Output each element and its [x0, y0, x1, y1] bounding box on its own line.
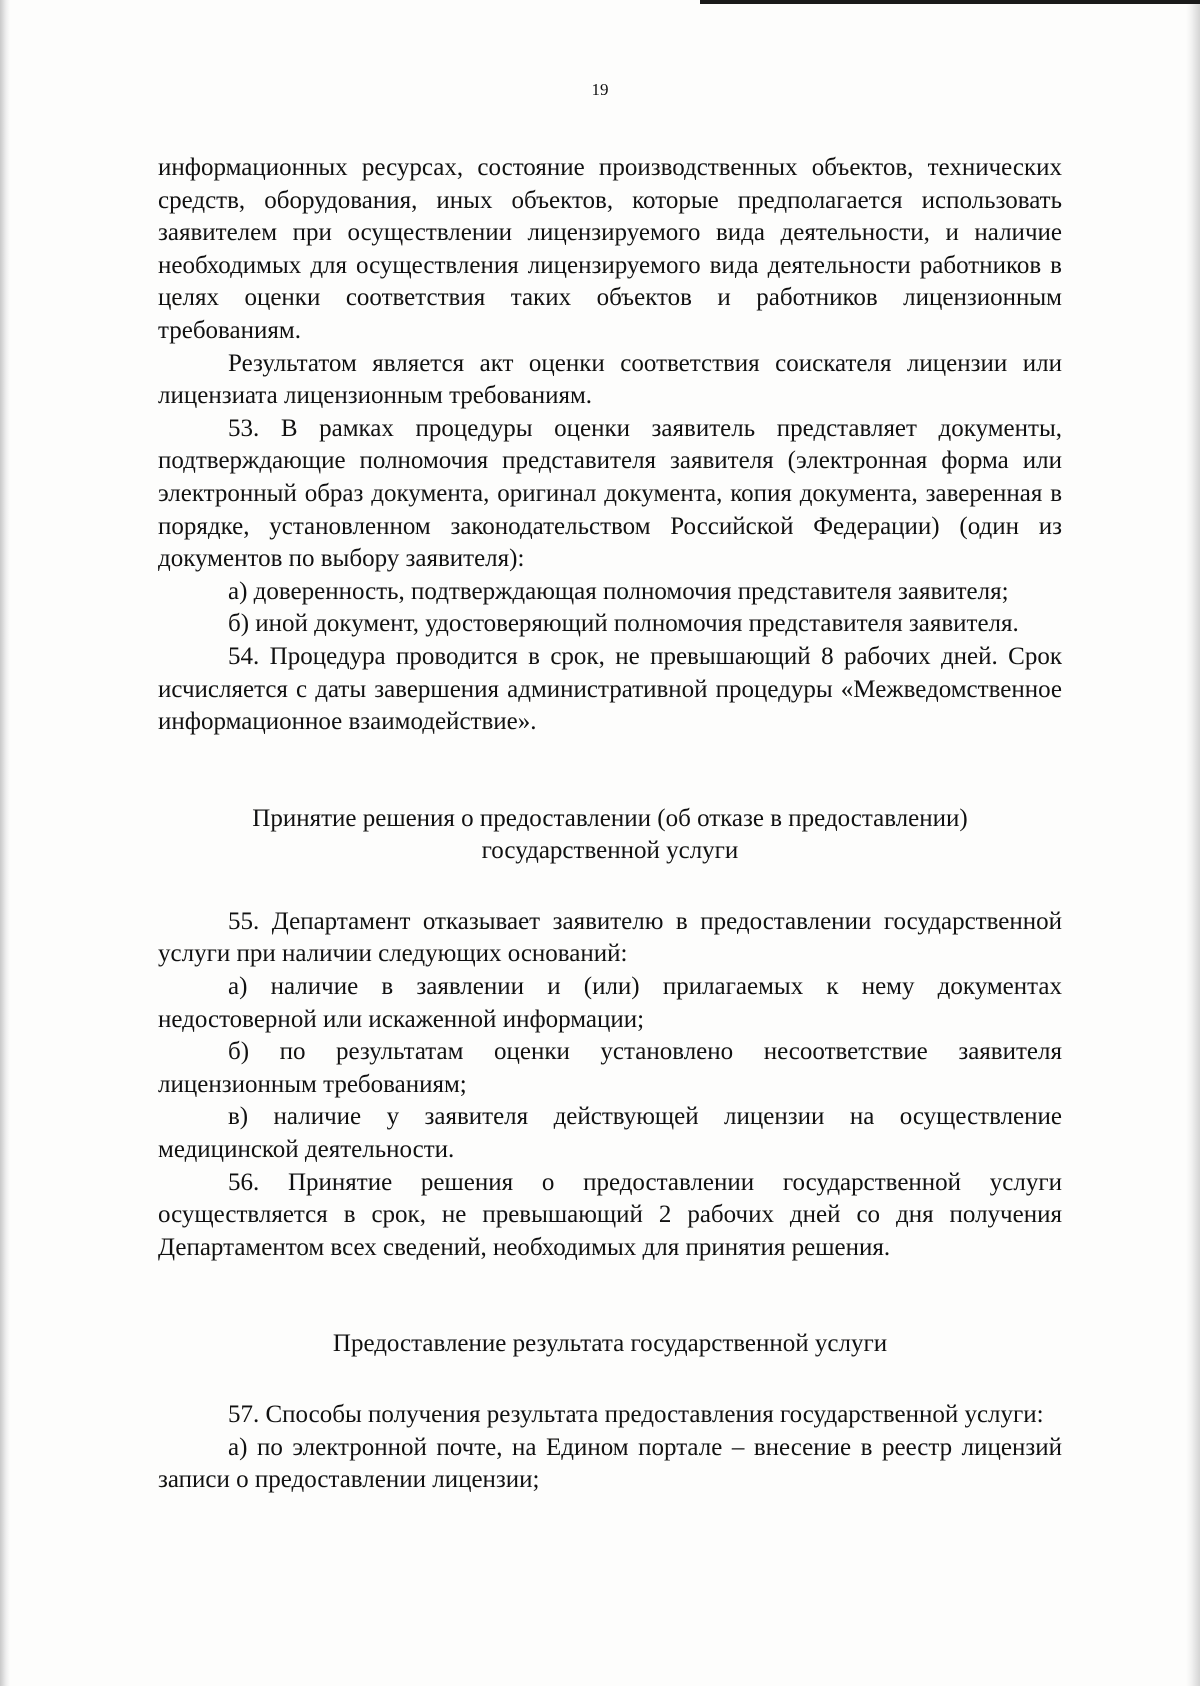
page-number: 19 — [591, 80, 609, 99]
paragraph-53: 53. В рамках процедуры оценки заявитель представляет документы, подтверждающие полномочия представителя заявителя (электронная форма или электронный образ документа, оригинал документа, копия документа, заверенная в порядке, установленном законодательством Российской Федерации) (один из документов по выбору заявителя): — [158, 414, 1062, 573]
scan-edge-left — [0, 0, 10, 1686]
paragraph-57: 57. Способы получения результата предоставления государственной услуги: — [228, 1401, 1044, 1428]
paragraph-56: 56. Принятие решения о предоставлении государственной услуги осуществляется в срок, не превышающий 2 рабочих дней со дня получения Департаментом всех сведений, необходимых для принятия решения. — [158, 1168, 1062, 1261]
paragraph-55-a: а) наличие в заявлении и (или) прилагаемых к нему документах недостоверной или искаженной информации; — [158, 973, 1062, 1033]
paragraph-57-a: а) по электронной почте, на Едином портале – внесение в реестр лицензий записи о предоставлении лицензии; — [158, 1433, 1062, 1494]
spacer — [158, 1361, 1062, 1399]
paragraph-continuation: информационных ресурсах, состояние производственных объектов, технических средств, оборудования, иных объектов, которые предполагается использовать заявителем при осуществлении лицензируемого вида деятельности, и наличие необходимых для осуществления лицензируемого вида деятельности работников в целях оценки соответствия таких объектов и работников лицензионным требованиям. — [158, 154, 1062, 344]
paragraph-54: 54. Процедура проводится в срок, не превышающий 8 рабочих дней. Срок исчисляется с даты завершения административной процедуры «Межведомственное информационное взаимодействие». — [158, 642, 1062, 736]
spacer — [158, 739, 1062, 803]
section-heading-result — [158, 1328, 1062, 1361]
paragraph-53-b: б) иной документ, удостоверяющий полномочия представителя заявителя. — [228, 610, 1019, 638]
paragraph-53-a: а) доверенность, подтверждающая полномочия представителя заявителя; — [228, 577, 1009, 605]
heading-line: государственной услуги — [481, 837, 739, 865]
section-heading-decision — [158, 803, 1062, 868]
paragraph-55-c: в) наличие у заявителя действующей лицензии на осуществление медицинской деятельности. — [158, 1103, 1062, 1164]
scan-artifact-line — [700, 0, 1200, 4]
heading-line: Предоставление результата государственной услуги — [332, 1330, 888, 1358]
scan-edge-right — [1186, 0, 1200, 1686]
spacer — [158, 1264, 1062, 1328]
paragraph-55-b: б) по результатам оценки установлено несоответствие заявителя лицензионным требованиям; — [158, 1038, 1062, 1098]
spacer — [158, 868, 1062, 906]
document-body — [158, 152, 1062, 1497]
paragraph-result: Результатом является акт оценки соответствия соискателя лицензии или лицензиата лицензионным требованиям. — [158, 349, 1062, 410]
paragraph-55: 55. Департамент отказывает заявителю в предоставлении государственной услуги при наличии следующих оснований: — [158, 907, 1062, 968]
heading-line: Принятие решения о предоставлении (об отказе в предоставлении) — [252, 804, 968, 832]
